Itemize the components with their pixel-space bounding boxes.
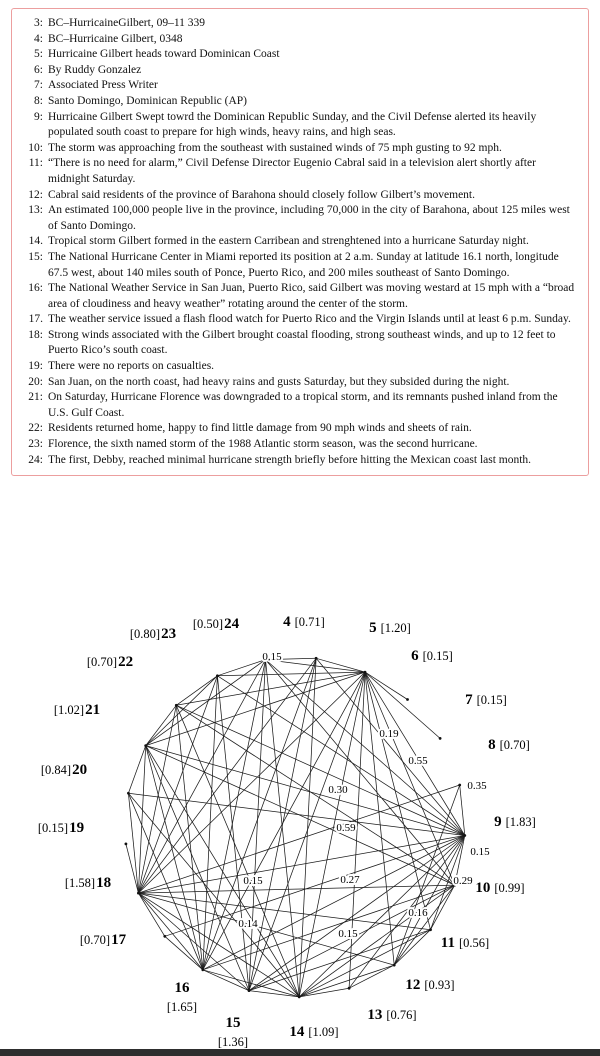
similarity-graph-figure <box>0 608 600 1056</box>
node-label: [0.70]17 <box>79 932 127 948</box>
sentence-text: There were no reports on casualties. <box>48 360 215 373</box>
edge-weight-label: 0.27 <box>340 874 360 886</box>
graph-edge <box>138 705 176 893</box>
graph-node <box>137 892 140 895</box>
sentence-item <box>20 47 578 63</box>
sentence-text: Strong winds associated with the Gilbert brought coastal flooding, strong southeast winds, and up to 12 feet to Puerto Rico’s south coast. <box>48 328 556 357</box>
graph-node <box>216 674 219 677</box>
node-label: 7 [0.15] <box>465 692 507 708</box>
sentence-item <box>20 390 578 421</box>
node-label: 16 <box>174 980 190 996</box>
sentence-text: Associated Press Writer <box>48 79 158 92</box>
node-label: [0.50]24 <box>192 616 240 632</box>
edge-weight-label: 0.15 <box>262 651 282 663</box>
sentence-text: Tropical storm Gilbert formed in the eastern Carribean and strenghtened into a hurricane Saturday night. <box>48 235 529 248</box>
sentence-number: 15: <box>28 250 43 263</box>
graph-node <box>406 698 409 701</box>
sentence-number: 3: <box>34 17 43 29</box>
graph-edge <box>176 705 454 885</box>
graph-edge <box>217 676 249 991</box>
graph-edge <box>128 746 145 794</box>
node-score: [1.36] <box>217 1035 249 1049</box>
sentence-number: 4: <box>34 32 43 45</box>
graph-edge <box>146 660 266 746</box>
node-label: [0.15]19 <box>37 820 85 836</box>
sentence-number: 14. <box>28 235 43 248</box>
graph-edge <box>146 746 300 997</box>
sentence-number: 20: <box>28 375 43 388</box>
graph-edge <box>138 893 299 997</box>
edge-weight-label: 0.14 <box>238 918 258 930</box>
similarity-graph-svg <box>0 608 600 1056</box>
sentence-number: 21: <box>28 391 43 404</box>
sentence-text: An estimated 100,000 people live in the province, including 70,000 in the city of Barahona, about 125 miles west of Santo Domingo. <box>48 204 570 232</box>
graph-edge <box>365 672 465 835</box>
node-label: 15 <box>225 1015 241 1031</box>
sentence-item <box>20 453 578 469</box>
sentence-text: By Ruddy Gonzalez <box>48 63 142 76</box>
graph-edge <box>146 705 177 745</box>
graph-node <box>393 964 396 967</box>
edge-weight-label: 0.30 <box>328 784 348 796</box>
edge-weight-label: 0.16 <box>408 907 428 919</box>
graph-edge <box>138 660 265 894</box>
sentence-text: Hurricaine Gilbert heads toward Dominican Coast <box>48 48 280 61</box>
edge-weight-label: 0.55 <box>408 755 428 767</box>
sentence-number: 17. <box>28 313 43 326</box>
sentence-text: The storm was approaching from the southeast with sustained winds of 75 mph gusting to 92 mph. <box>48 141 502 154</box>
edge-weight-label: 0.15 <box>338 928 358 940</box>
sentence-item <box>20 250 578 281</box>
sentence-item <box>20 203 578 234</box>
graph-node <box>127 792 130 795</box>
sentence-number: 10: <box>28 141 43 154</box>
sentence-list <box>20 16 578 468</box>
sentence-item <box>20 78 578 94</box>
sentence-item <box>20 63 578 79</box>
graph-edge <box>146 676 218 746</box>
sentence-item <box>20 375 578 391</box>
sentence-number: 16: <box>28 282 43 295</box>
graph-edge <box>365 672 431 930</box>
sentence-number: 22: <box>28 422 43 435</box>
sentence-text: San Juan, on the north coast, had heavy rains and gusts Saturday, but they subsided during the night. <box>48 375 510 388</box>
graph-edge <box>128 793 138 893</box>
graph-edge <box>176 676 217 706</box>
node-label: 13 [0.76] <box>367 1007 417 1023</box>
sentence-text: Cabral said residents of the province of Barahona should closely follow Gilbert’s movement. <box>48 188 475 201</box>
sentence-text: “There is no need for alarm,” Civil Defense Director Eugenio Cabral said in a television alert shortly after midnight Saturday. <box>48 157 536 185</box>
sentence-number: 7: <box>34 79 43 92</box>
node-label: 12 [0.93] <box>405 977 455 993</box>
graph-node <box>439 737 442 740</box>
bottom-edge-bar <box>0 1049 600 1056</box>
graph-edge <box>394 930 430 965</box>
graph-edge <box>146 672 365 746</box>
graph-edge <box>203 836 465 970</box>
graph-edge <box>217 672 365 676</box>
sentence-number: 13: <box>28 204 43 217</box>
sentence-item <box>20 16 578 32</box>
graph-edge <box>349 965 394 988</box>
graph-edge <box>365 672 408 699</box>
graph-edge <box>249 660 266 991</box>
node-label: 11 [0.56] <box>440 935 490 951</box>
graph-edge <box>203 970 249 991</box>
node-label: [1.02]21 <box>53 702 101 718</box>
node-label: 4 [0.71] <box>283 614 325 630</box>
graph-edge <box>128 793 202 970</box>
edge-weight-label: 0.19 <box>379 728 399 740</box>
sentence-text: The National Weather Service in San Juan, Puerto Rico, said Gilbert was moving westard at 15 mph with a “broad area of cloudiness and heavy weather” rotating around the center of the storm. <box>48 282 575 310</box>
graph-edge <box>126 844 138 893</box>
sentence-number: 24: <box>28 453 43 466</box>
node-label: 5 [1.20] <box>369 620 411 636</box>
graph-node <box>429 928 432 931</box>
node-label: [0.80]23 <box>129 626 177 642</box>
sentence-item <box>20 94 578 110</box>
edge-weight-label: 0.29 <box>453 875 473 887</box>
sentence-item <box>20 32 578 48</box>
sentence-text: BC–HurricaineGilbert, 09–11 339 <box>48 17 206 29</box>
sentence-item <box>20 188 578 204</box>
node-label: [1.58]18 <box>64 875 112 891</box>
graph-edge <box>165 936 203 970</box>
graph-edge <box>138 672 365 893</box>
sentence-number: 23: <box>28 438 43 451</box>
graph-node <box>298 996 301 999</box>
node-label: 6 [0.15] <box>411 648 453 664</box>
graph-edge <box>138 893 249 991</box>
sentence-item <box>20 359 578 375</box>
sentence-text: The weather service issued a flash flood watch for Puerto Rico and the Virgin Islands until at least 6 p.m. Sunday. <box>48 313 571 326</box>
graph-edge <box>316 658 365 672</box>
graph-edge <box>365 672 394 965</box>
sentence-item <box>20 312 578 328</box>
graph-node <box>144 744 147 747</box>
sentence-item <box>20 328 578 359</box>
graph-node <box>175 704 178 707</box>
node-label: 9 [1.83] <box>494 814 536 830</box>
sentence-item <box>20 110 578 141</box>
sentence-number: 19: <box>28 360 43 373</box>
sentence-item <box>20 141 578 157</box>
graph-node <box>201 968 204 971</box>
sentence-text: The National Hurricane Center in Miami reported its position at 2 a.m. Sunday at latitude 16.1 north, longitude 67.5 west, about 140 miles south of Ponce, Puerto Rico, and 200 miles southeast of Santo Domingo. <box>48 250 559 279</box>
graph-edge <box>138 785 459 893</box>
node-label: 10 [0.99] <box>475 880 525 896</box>
sentence-number: 11: <box>28 157 43 170</box>
graph-node <box>163 935 166 938</box>
sentence-item <box>20 437 578 453</box>
graph-edge <box>176 705 299 997</box>
sentence-text: Florence, the sixth named storm of the 1988 Atlantic storm season, was the second hurricane. <box>48 438 478 451</box>
sentence-number: 18: <box>28 328 43 341</box>
sentence-text: The first, Debby, reached minimal hurricane strength briefly before hitting the Mexican coast last month. <box>48 453 532 466</box>
graph-node <box>248 989 251 992</box>
edge-weight-label: 0.35 <box>467 780 487 792</box>
sentence-text: Residents returned home, happy to find little damage from 90 mph winds and sheets of rain. <box>48 422 472 435</box>
graph-edge <box>299 965 394 997</box>
graph-edge <box>266 660 300 997</box>
node-label: 14 [1.09] <box>289 1024 339 1040</box>
sentence-item <box>20 421 578 437</box>
sentence-number: 6: <box>34 63 43 76</box>
graph-node <box>458 784 461 787</box>
graph-node <box>125 843 128 846</box>
graph-edge <box>365 672 455 885</box>
sentence-text: Santo Domingo, Dominican Republic (AP) <box>48 94 247 107</box>
sentence-list-box <box>11 8 589 476</box>
node-score: [1.65] <box>166 1000 198 1014</box>
graph-edge <box>299 658 316 997</box>
graph-node <box>463 834 466 837</box>
node-label: 8 [0.70] <box>488 737 530 753</box>
edge-weight-label: 0.15 <box>243 875 263 887</box>
sentence-number: 8: <box>34 94 43 107</box>
graph-node <box>348 987 351 990</box>
sentence-text: Hurricaine Gilbert Swept towrd the Dominican Republic Sunday, and the Civil Defense alerted its heavily populated south coast to prepare for high winds, heavy rains, and high seas. <box>48 110 537 139</box>
sentence-item <box>20 281 578 312</box>
edge-weight-label: 0.59 <box>336 822 356 834</box>
graph-edge <box>146 746 249 991</box>
graph-node <box>315 657 318 660</box>
sentence-item <box>20 156 578 187</box>
graph-edge <box>394 885 455 965</box>
graph-edge <box>365 672 440 738</box>
sentence-number: 5: <box>34 48 43 61</box>
sentence-number: 12: <box>28 188 43 201</box>
node-label: [0.84]20 <box>40 762 88 778</box>
graph-edge <box>249 991 299 997</box>
sentence-text: On Saturday, Hurricane Florence was downgraded to a tropical storm, and its remnants pushed inland from the U.S. Gulf Coast. <box>48 391 558 419</box>
edge-weight-label: 0.15 <box>470 846 490 858</box>
node-label: [0.70]22 <box>86 654 134 670</box>
sentence-text: BC–Hurricaine Gilbert, 0348 <box>48 32 183 45</box>
sentence-number: 9: <box>34 110 43 123</box>
graph-node <box>364 671 367 674</box>
graph-edge <box>349 836 465 989</box>
sentence-item <box>20 234 578 250</box>
